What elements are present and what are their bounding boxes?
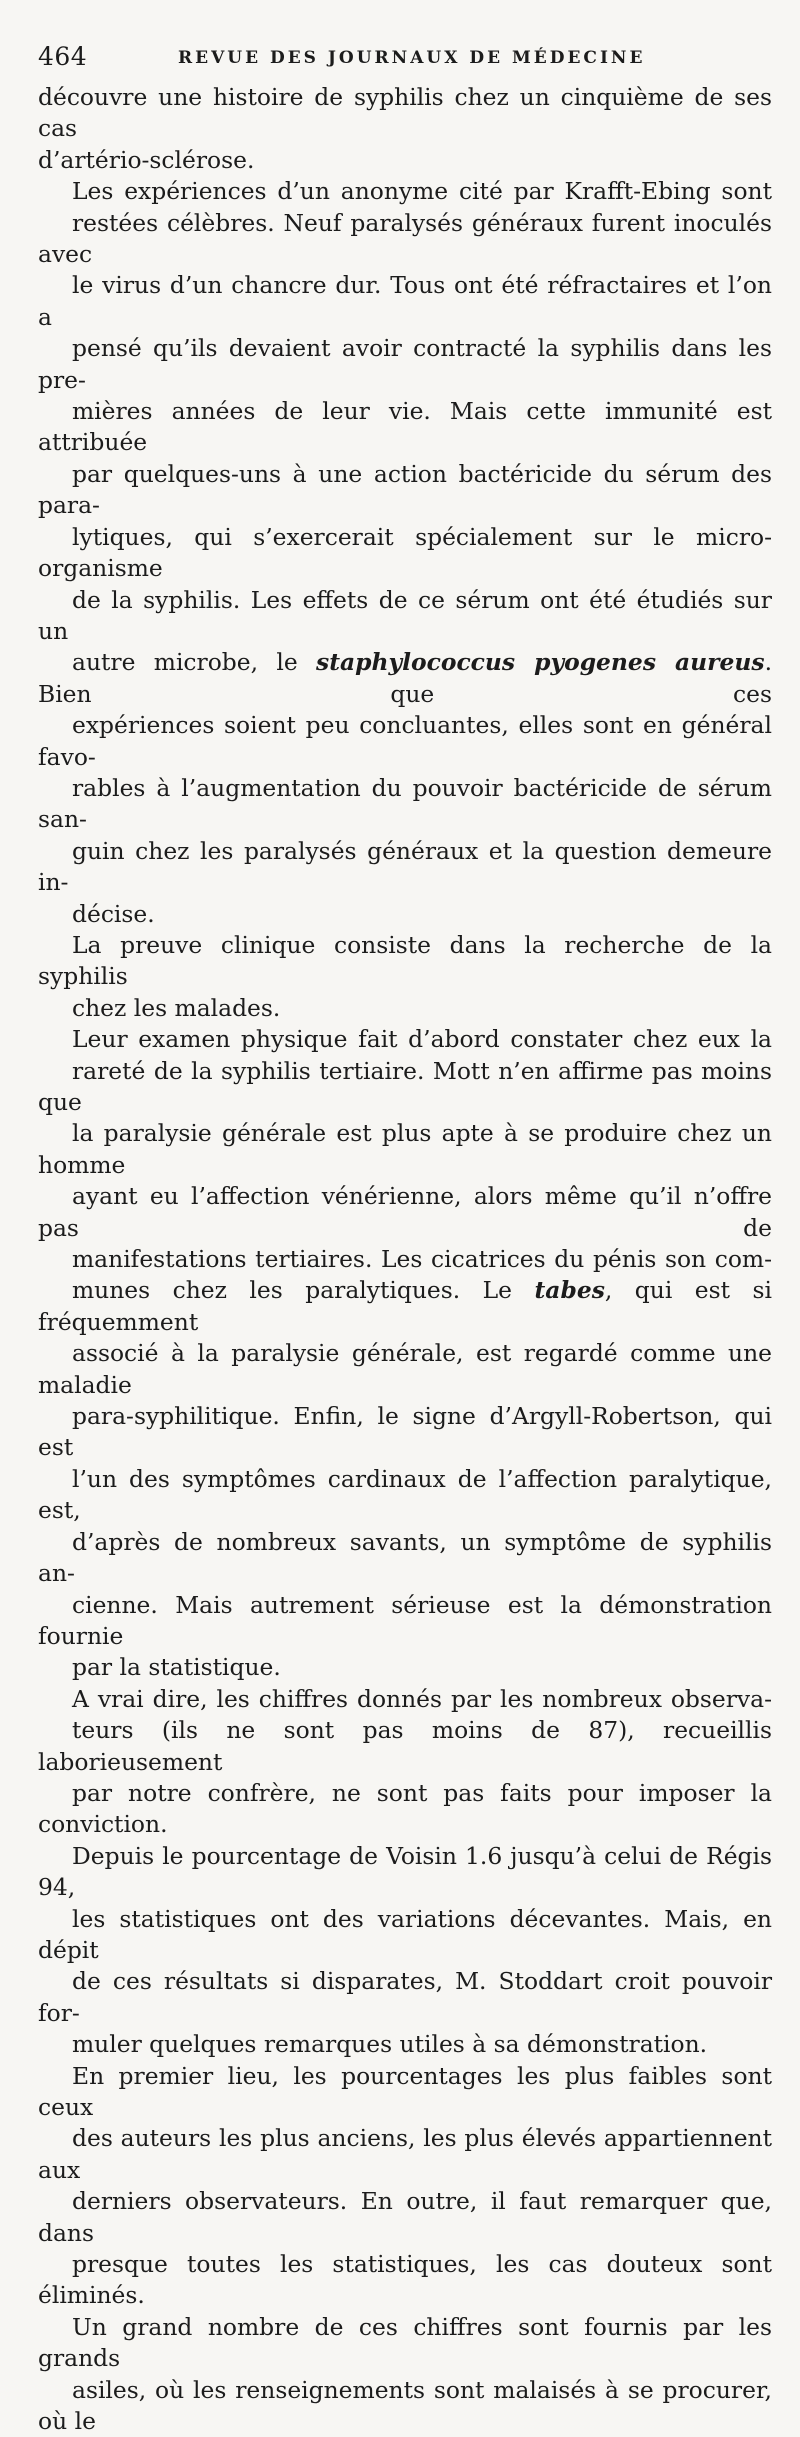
paragraph xyxy=(38,2061,772,2437)
text-line: les statistiques ont des variations décevantes. Mais, en dépit xyxy=(38,1904,772,1964)
text-line: mières années de leur vie. Mais cette immunité est attribuée xyxy=(38,397,772,457)
italic-term: tabes xyxy=(534,1276,605,1305)
text-line: asiles, où les renseignements sont malaisés à se procurer, où le xyxy=(38,2375,772,2436)
text-line: associé à la paralysie générale, est regardé comme une maladie xyxy=(38,1339,772,1399)
text-line: ayant eu l’affection vénérienne, alors même qu’il n’offre pas de xyxy=(38,1182,772,1242)
text-line: par la statistique. xyxy=(72,1653,281,1682)
text-line: le virus d’un chancre dur. Tous ont été réfractaires et l’on a xyxy=(38,271,772,331)
italic-term: staphylococcus pyogenes aureus xyxy=(316,648,765,677)
text-line: des auteurs les plus anciens, les plus élevés appartiennent aux xyxy=(38,2124,772,2184)
paragraph xyxy=(38,930,772,1024)
text-line: A vrai dire, les chiffres donnés par les nombreux observa- xyxy=(72,1684,772,1713)
paragraph xyxy=(38,176,772,930)
text-line: guin chez les paralysés généraux et la question demeure in- xyxy=(38,836,772,897)
text-line: La preuve clinique consiste dans la recherche de la syphilis xyxy=(38,930,772,991)
text-line: d’après de nombreux savants, un symptôme de syphilis an- xyxy=(38,1527,772,1588)
text-line: pensé qu’ils devaient avoir contracté la syphilis dans les pre- xyxy=(38,334,772,394)
paragraph xyxy=(38,1024,772,1684)
text-line: d’artério-sclérose. xyxy=(38,145,255,174)
running-title: REVUE DES JOURNAUX DE MÉDECINE xyxy=(178,48,646,68)
text-line: l’un des symptômes cardinaux de l’affection paralytique, est, xyxy=(38,1464,772,1525)
page-header xyxy=(38,36,772,76)
text-line: par quelques-uns à une action bactéricide du sérum des para- xyxy=(38,459,772,520)
text-line: par notre confrère, ne sont pas faits pour imposer la conviction. xyxy=(38,1778,772,1839)
text-line: munes chez les paralytiques. Le tabes, qui est si fréquemment xyxy=(38,1276,772,1336)
text-line: de ces résultats si disparates, M. Stoddart croit pouvoir for- xyxy=(38,1967,772,2027)
text-line: restées célèbres. Neuf paralysés généraux furent inoculés avec xyxy=(38,208,772,269)
text-line: cienne. Mais autrement sérieuse est la démonstration fournie xyxy=(38,1590,772,1650)
body-text xyxy=(38,82,772,2437)
paragraph xyxy=(38,1684,772,2061)
text-line: décise. xyxy=(72,899,155,928)
text-line: manifestations tertiaires. Les cicatrices du pénis son com- xyxy=(72,1245,772,1274)
text-line: teurs (ils ne sont pas moins de 87), recueillis laborieusement xyxy=(38,1716,772,1776)
text-line: chez les malades. xyxy=(72,993,281,1022)
page-number: 464 xyxy=(38,42,88,71)
text-line: Leur examen physique fait d’abord constater chez eux la xyxy=(72,1025,772,1054)
text-line: découvre une histoire de syphilis chez un cinquième de ses cas xyxy=(38,83,772,143)
text-line: Depuis le pourcentage de Voisin 1.6 jusqu’à celui de Régis 94, xyxy=(38,1841,772,1902)
text-line: presque toutes les statistiques, les cas douteux sont éliminés. xyxy=(38,2250,772,2310)
text-line: autre microbe, le staphylococcus pyogenes aureus. Bien que ces xyxy=(38,648,772,708)
text-line: Les expériences d’un anonyme cité par Krafft-Ebing sont xyxy=(72,177,772,206)
text-line: expériences soient peu concluantes, elles sont en général favo- xyxy=(38,711,772,771)
text-line: lytiques, qui s’exercerait spécialement sur le micro-organisme xyxy=(38,522,772,583)
text-line: rareté de la syphilis tertiaire. Mott n’en affirme pas moins que xyxy=(38,1056,772,1116)
text-line: En premier lieu, les pourcentages les plus faibles sont ceux xyxy=(38,2061,772,2121)
text-line: derniers observateurs. En outre, il faut remarquer que, dans xyxy=(38,2187,772,2247)
text-line: Un grand nombre de ces chiffres sont fournis par les grands xyxy=(38,2312,772,2373)
text-line: de la syphilis. Les effets de ce sérum ont été étudiés sur un xyxy=(38,585,772,645)
text-line: para-syphilitique. Enfin, le signe d’Argyll-Robertson, qui est xyxy=(38,1402,772,1462)
text-line: la paralysie générale est plus apte à se produire chez un homme xyxy=(38,1119,772,1179)
text-line: rables à l’augmentation du pouvoir bactéricide de sérum san- xyxy=(38,773,772,834)
text-line: muler quelques remarques utiles à sa démonstration. xyxy=(72,2030,708,2059)
paragraph xyxy=(38,82,772,176)
